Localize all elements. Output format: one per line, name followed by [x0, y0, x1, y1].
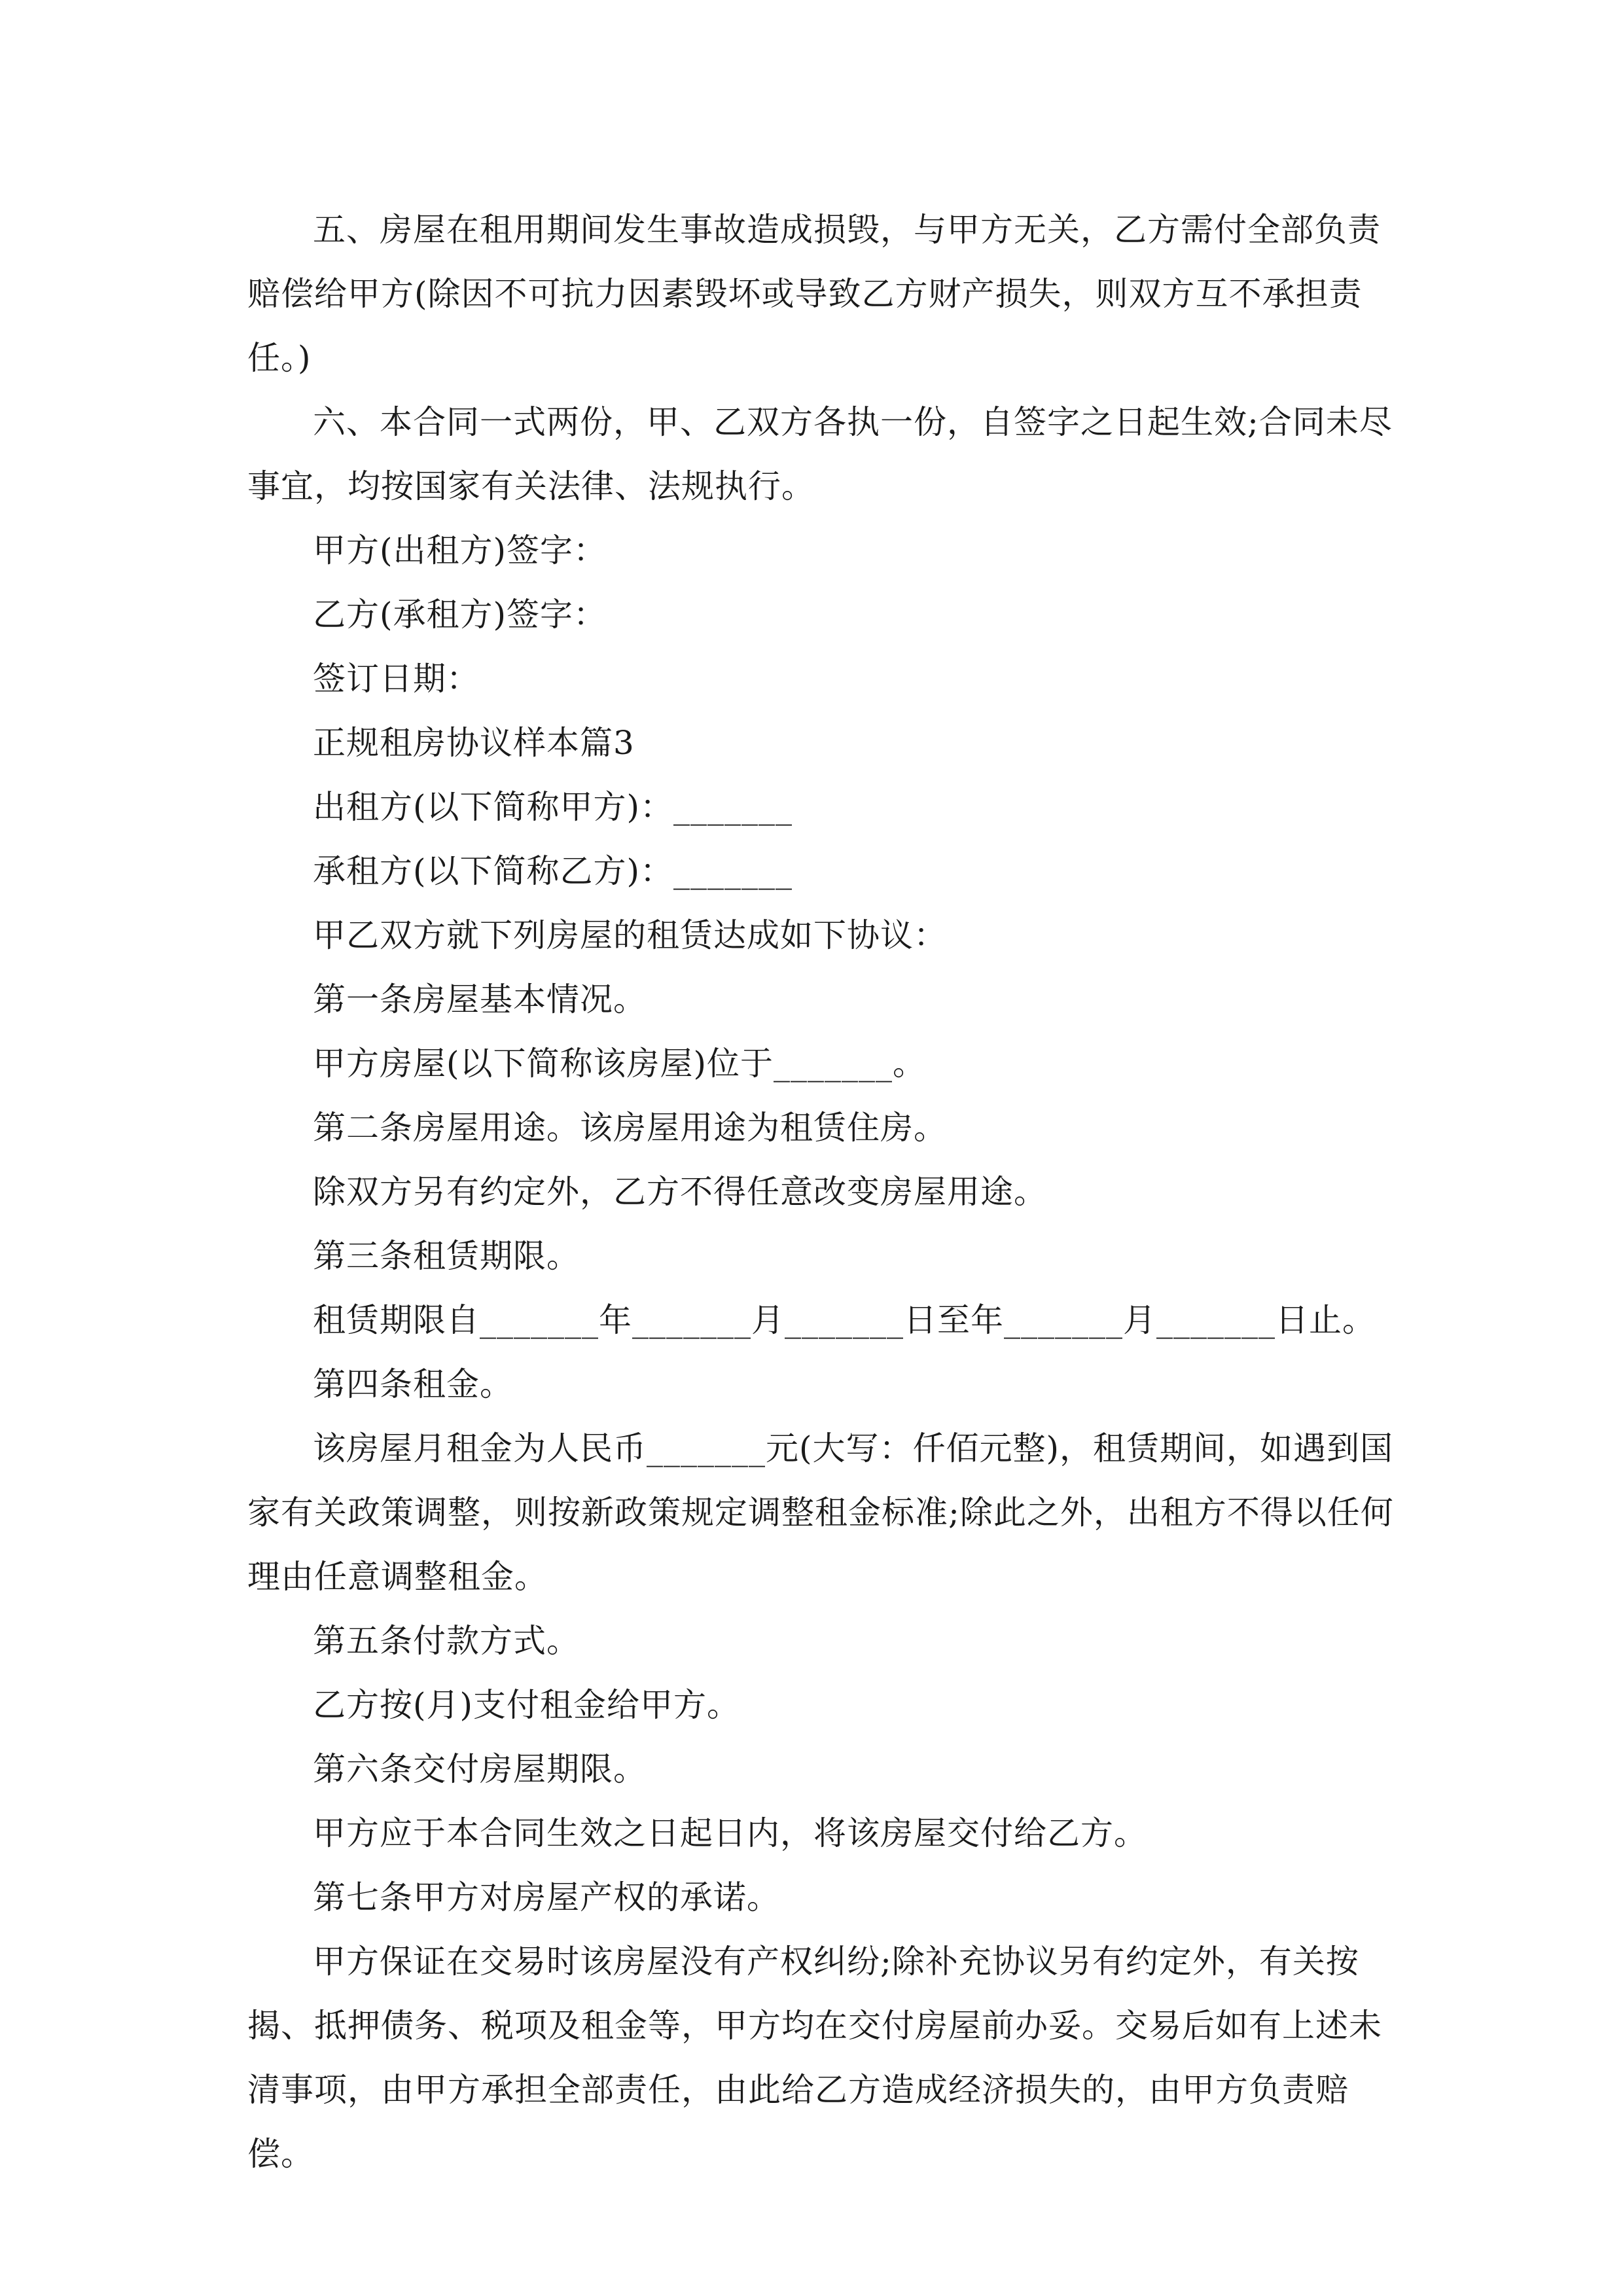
tenant-line: 承租方(以下简称乙方)：_______: [313, 852, 793, 890]
article-3-heading: 第三条租赁期限。: [313, 1237, 580, 1275]
section-title: 正规租房协议样本篇3: [313, 724, 635, 762]
paragraph-clause-5: 五、房屋在租用期间发生事故造成损毁，与甲方无关，乙方需付全部负责赔偿给甲方(除因不可抗力因素毁坏或导致乙方财产损失，则双方互不承担责任。): [247, 211, 1381, 377]
article-3-body: 租赁期限自_______年_______月_______日至年_______月_______日止。: [313, 1301, 1376, 1339]
article-7-body: 甲方保证在交易时该房屋没有产权纠纷;除补充协议另有约定外，有关按揭、抵押债务、税项及租金等，甲方均在交付房屋前办妥。交易后如有上述未清事项，由甲方承担全部责任，由此给乙方造成经济损失的，由甲方负责赔偿。: [247, 1943, 1382, 2173]
article-1-body: 甲方房屋(以下简称该房屋)位于_______。: [313, 1045, 927, 1083]
signing-date-line: 签订日期：: [313, 660, 480, 698]
article-7-heading: 第七条甲方对房屋产权的承诺。: [313, 1878, 780, 1916]
document-body: [247, 198, 1399, 2186]
paragraph-clause-6: 六、本合同一式两份，甲、乙双方各执一份，自签字之日起生效;合同未尽事宜，均按国家有关法律、法规执行。: [247, 403, 1393, 505]
article-5-heading: 第五条付款方式。: [313, 1622, 580, 1660]
tenant-signature-line: 乙方(承租方)签字：: [313, 596, 607, 634]
article-1-heading: 第一条房屋基本情况。: [313, 980, 647, 1018]
article-6-body: 甲方应于本合同生效之日起日内，将该房屋交付给乙方。: [313, 1814, 1147, 1852]
article-5-body: 乙方按(月)支付租金给甲方。: [313, 1686, 741, 1724]
agreement-intro: 甲乙双方就下列房屋的租赁达成如下协议：: [313, 916, 947, 954]
article-2-heading: 第二条房屋用途。该房屋用途为租赁住房。: [313, 1109, 947, 1147]
article-6-heading: 第六条交付房屋期限。: [313, 1750, 647, 1788]
landlord-signature-line: 甲方(出租方)签字：: [313, 531, 607, 569]
landlord-line: 出租方(以下简称甲方)：_______: [313, 788, 793, 826]
article-4-heading: 第四条租金。: [313, 1365, 513, 1403]
article-4-body: 该房屋月租金为人民币_______元(大写：仟佰元整)，租赁期间，如遇到国家有关政策调整，则按新政策规定调整租金标准;除此之外，出租方不得以任何理由任意调整租金。: [247, 1429, 1394, 1596]
article-2-body: 除双方另有约定外，乙方不得任意改变房屋用途。: [313, 1173, 1047, 1211]
